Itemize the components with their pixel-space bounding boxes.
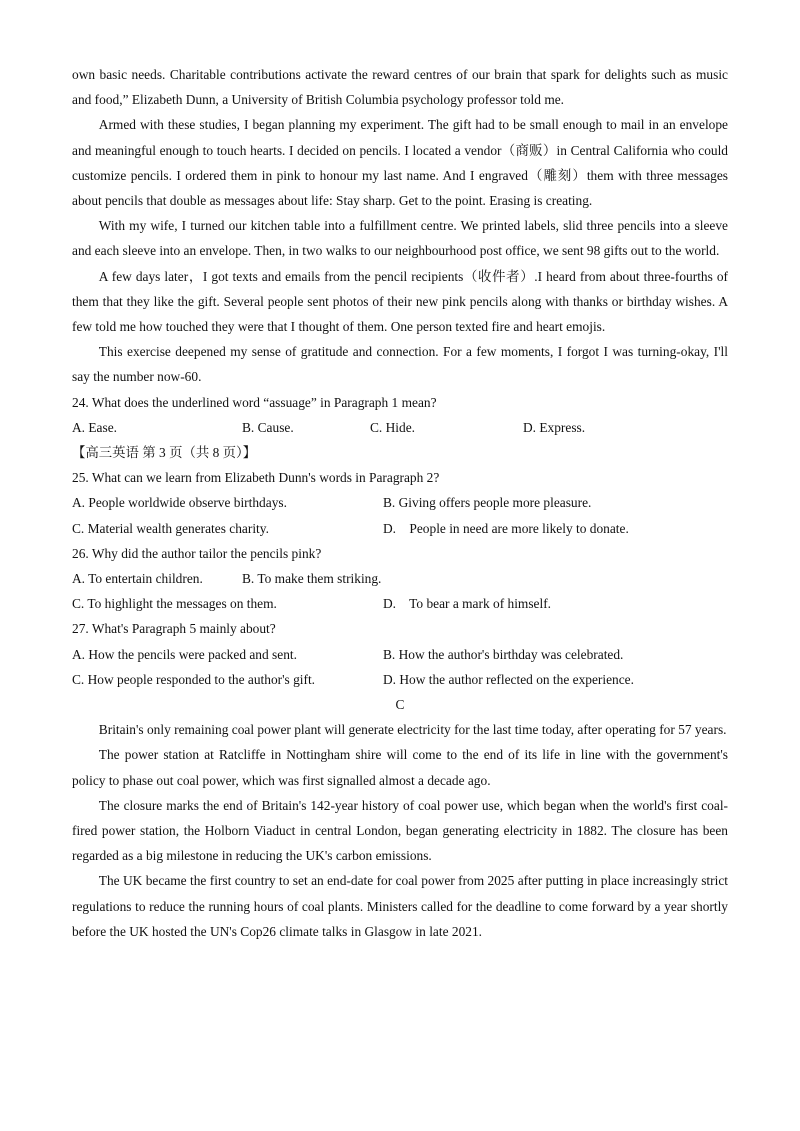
options-row bbox=[72, 566, 728, 591]
option-c: C. How people responded to the author's gift. bbox=[72, 671, 316, 687]
option-d: D. People in need are more likely to donate. bbox=[383, 520, 629, 536]
page-footer: 【高三英语 第 3 页（共 8 页）】 bbox=[72, 445, 257, 461]
question-stem: 27. What's Paragraph 5 mainly about? bbox=[72, 621, 276, 637]
option-b: B. Giving offers people more pleasure. bbox=[383, 495, 592, 511]
options-row bbox=[72, 591, 728, 616]
options-row bbox=[72, 516, 728, 541]
passage-paragraph: Armed with these studies, I began planning my experiment. The gift had to be small enough to mail in an envelope and meaningful enough to touch hearts. I decided on pencils. I located a vendor（商贩）in Central California who could customize pencils. I ordered them in pink to honour my last name. And I engraved（雕刻）them with three messages about pencils that double as messages about life: Stay sharp. Get to the point. Erasing is creating. bbox=[72, 117, 728, 209]
passage-paragraph: With my wife, I turned our kitchen table into a fulfillment centre. We printed labels, slid three pencils into a sleeve and each sleeve into an envelope. Then, in two walks to our neighbourhood post office, we sent 98 gifts out to the world. bbox=[72, 218, 728, 259]
question-stem: 24. What does the underlined word “assuage” in Paragraph 1 mean? bbox=[72, 394, 437, 410]
passage-paragraph: The closure marks the end of Britain's 142-year history of coal power use, which began when the world's first coal-fired power station, the Holborn Viaduct in central London, began generating electricity in 1882. The closure has been regarded as a big milestone in reducing the UK's carbon emissions. bbox=[72, 797, 728, 864]
passage-paragraph: own basic needs. Charitable contributions activate the reward centres of our brain that spark for delights such as music and food,” Elizabeth Dunn, a University of British Columbia psychology professor told me. bbox=[72, 67, 728, 108]
option-a: A. People worldwide observe birthdays. bbox=[72, 495, 287, 511]
passage-paragraph: This exercise deepened my sense of gratitude and connection. For a few moments, I forgot I was turning-okay, I'll say the number now-60. bbox=[72, 344, 728, 385]
option-b: B. To make them striking. bbox=[242, 571, 382, 587]
option-c: C. To highlight the messages on them. bbox=[72, 596, 277, 612]
options-row bbox=[72, 415, 728, 440]
options-row bbox=[72, 642, 728, 667]
options-row bbox=[72, 490, 728, 515]
option-d: D. To bear a mark of himself. bbox=[383, 596, 552, 612]
option-c: C. Material wealth generates charity. bbox=[72, 520, 269, 536]
question-27 bbox=[72, 616, 728, 692]
option-b: B. How the author's birthday was celebrated. bbox=[383, 646, 624, 662]
option-a: A. To entertain children. bbox=[72, 571, 203, 587]
passage-paragraph: A few days later，I got texts and emails from the pencil recipients（收件者）.I heard from about three-fourths of them that they like the gift. Several people sent photos of their new pink pencils along with thanks or birthday wishes. A few told me how touched they were that I thought of them. One person texted fire and heart emojis. bbox=[72, 268, 728, 335]
passage-paragraph: The power station at Ratcliffe in Nottingham shire will come to the end of its life in line with the government's policy to phase out coal power, which was first signalled almost a decade ago. bbox=[72, 747, 728, 788]
passage-b bbox=[72, 62, 728, 390]
question-25 bbox=[72, 465, 728, 541]
option-d: D. How the author reflected on the experience. bbox=[383, 671, 634, 687]
option-c: C. Hide. bbox=[370, 419, 416, 435]
question-26 bbox=[72, 541, 728, 617]
passage-paragraph: The UK became the first country to set an end-date for coal power from 2025 after putting in place increasingly strict regulations to reduce the running hours of coal plants. Ministers called for the deadline to come forward by a year shortly before the UK hosted the UN's Cop26 climate talks in Glasgow in late 2021. bbox=[72, 873, 728, 939]
passage-paragraph: Britain's only remaining coal power plant will generate electricity for the last time today, after operating for 57 years. bbox=[98, 722, 727, 738]
exam-page bbox=[72, 62, 728, 944]
question-stem: 25. What can we learn from Elizabeth Dunn's words in Paragraph 2? bbox=[72, 470, 440, 486]
section-heading: C bbox=[395, 696, 405, 712]
question-24 bbox=[72, 390, 728, 440]
option-d: D. Express. bbox=[523, 419, 586, 435]
option-a: A. Ease. bbox=[72, 419, 117, 435]
question-stem: 26. Why did the author tailor the pencils pink? bbox=[72, 545, 322, 561]
option-b: B. Cause. bbox=[242, 419, 294, 435]
options-row bbox=[72, 667, 728, 692]
option-a: A. How the pencils were packed and sent. bbox=[72, 646, 297, 662]
passage-c bbox=[72, 717, 728, 944]
